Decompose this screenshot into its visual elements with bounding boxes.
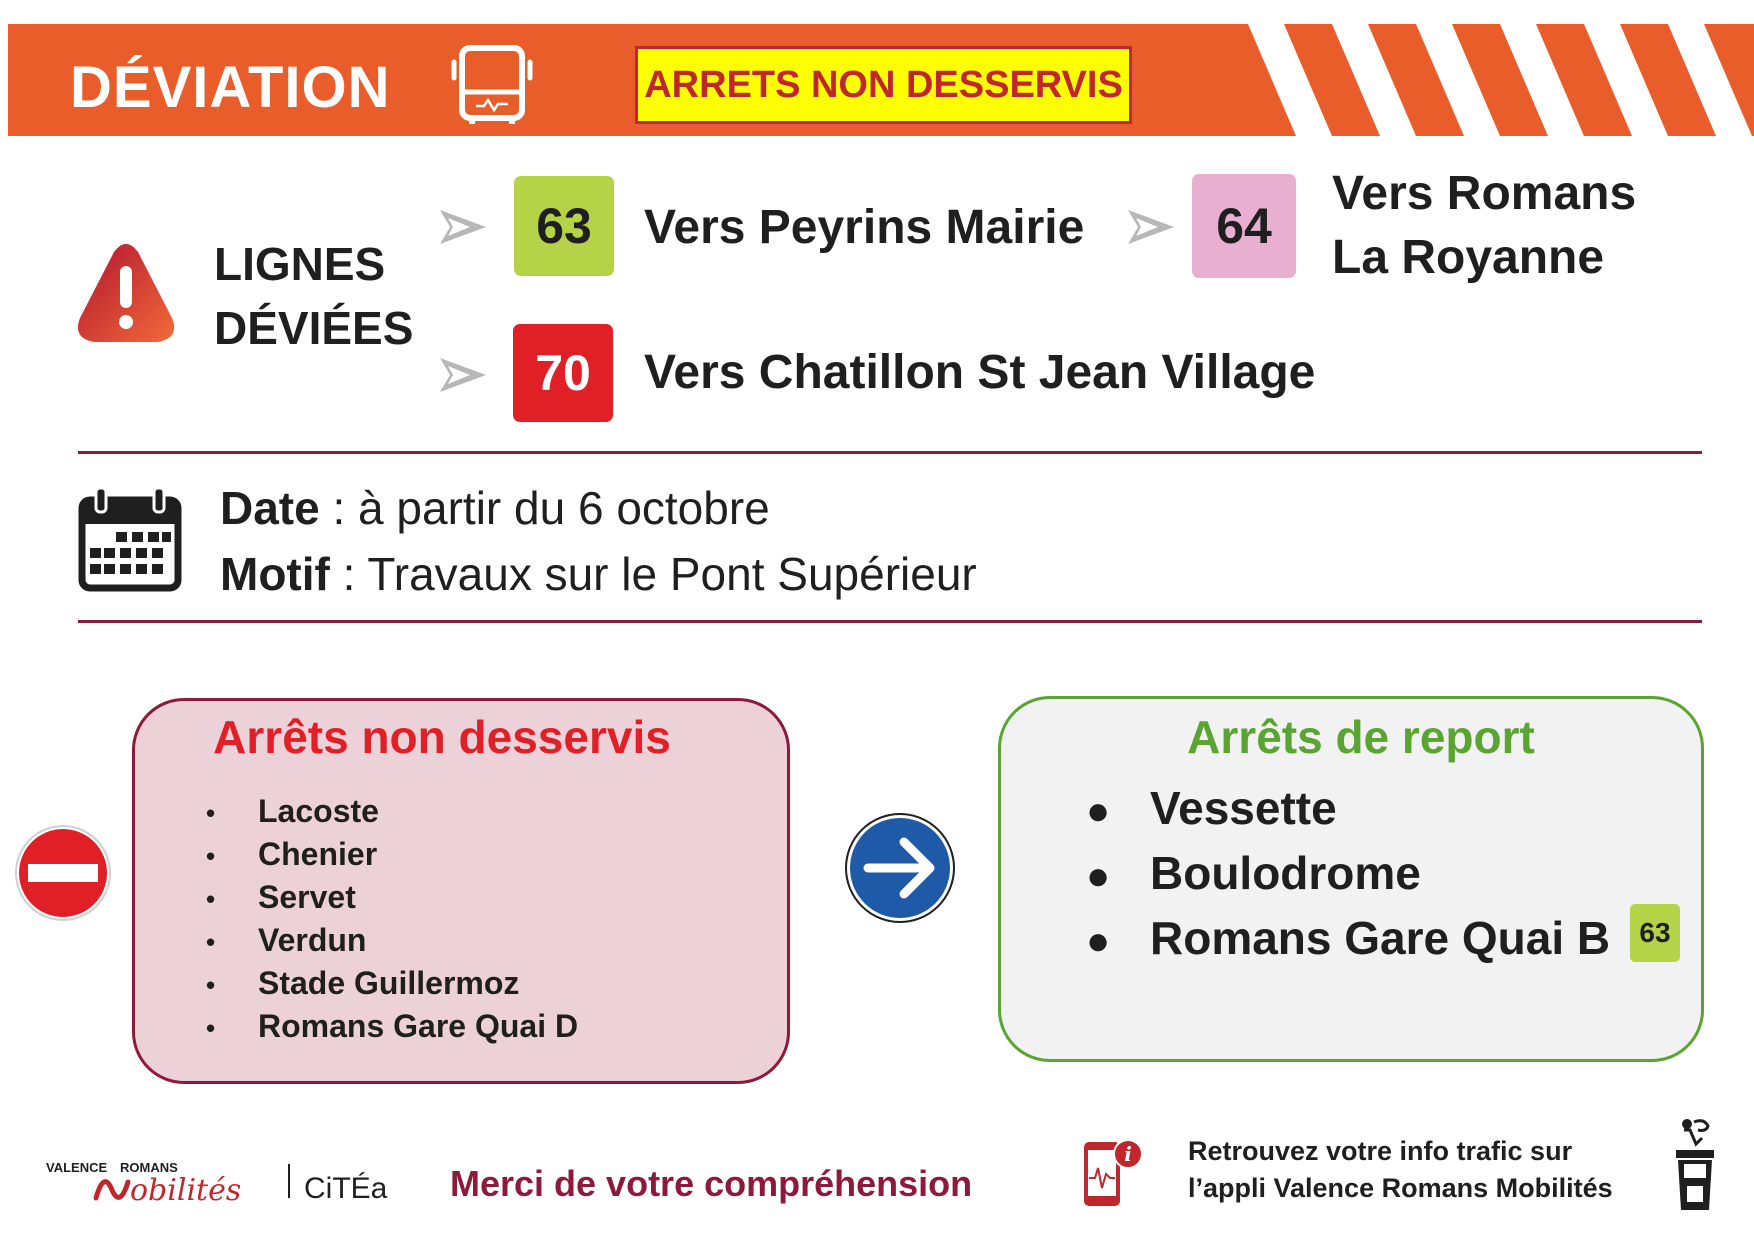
lines-label-line2: DÉVIÉES bbox=[214, 302, 414, 354]
bullet: • bbox=[206, 927, 216, 957]
lines-label-line1: LIGNES bbox=[214, 238, 386, 290]
date-line bbox=[220, 478, 770, 538]
stop-name: Chenier bbox=[258, 836, 378, 872]
list-item bbox=[206, 919, 578, 962]
bus-icon bbox=[448, 44, 536, 124]
header-bar bbox=[8, 24, 1754, 136]
stop-name: Stade Guillermoz bbox=[258, 965, 520, 1001]
date-label: Date bbox=[220, 482, 320, 534]
line-badge-63-small: 63 bbox=[1630, 904, 1680, 962]
line-64-destination-line2: La Royanne bbox=[1332, 231, 1605, 284]
phone-info-icon bbox=[1082, 1138, 1146, 1208]
line-70-destination: Vers Chatillon St Jean Village bbox=[644, 346, 1316, 399]
stop-name: Servet bbox=[258, 879, 356, 915]
app-message-line2: l’appli Valence Romans Mobilités bbox=[1188, 1173, 1613, 1203]
date-value: : à partir du 6 octobre bbox=[319, 482, 770, 534]
recycle-bin-icon bbox=[1672, 1116, 1718, 1212]
bullet: • bbox=[206, 798, 216, 828]
motif-value: : Travaux sur le Pont Supérieur bbox=[329, 548, 977, 600]
go-right-arrow-icon bbox=[844, 812, 956, 924]
non-served-title: Arrêts non desservis bbox=[213, 711, 671, 763]
line-63-destination: Vers Peyrins Mairie bbox=[644, 201, 1085, 254]
arrow-right-icon bbox=[1124, 206, 1178, 248]
stop-name: Romans Gare Quai B bbox=[1150, 912, 1611, 964]
list-item bbox=[206, 790, 578, 833]
calendar-icon bbox=[78, 486, 182, 592]
no-entry-icon bbox=[14, 824, 112, 922]
line-badge-70: 70 bbox=[513, 324, 613, 422]
bullet: • bbox=[206, 884, 216, 914]
stop-name: Romans Gare Quai D bbox=[258, 1008, 579, 1044]
divider bbox=[78, 620, 1702, 623]
arrow-right-icon bbox=[436, 354, 490, 396]
stop-name: Vessette bbox=[1150, 782, 1337, 834]
replacement-title: Arrêts de report bbox=[1187, 711, 1535, 763]
arrow-right-icon bbox=[436, 206, 490, 248]
list-item bbox=[1086, 906, 1610, 971]
logo-text-valence: VALENCE bbox=[46, 1160, 108, 1175]
svg-text:i: i bbox=[1124, 1142, 1132, 1166]
list-item bbox=[206, 962, 578, 1005]
stop-name: Lacoste bbox=[258, 793, 379, 829]
list-item bbox=[206, 1005, 578, 1048]
logo-text-romans: ROMANS bbox=[120, 1160, 178, 1175]
line-badge-64: 64 bbox=[1192, 174, 1296, 278]
divider bbox=[78, 451, 1702, 454]
non-served-list bbox=[206, 790, 578, 1048]
replacement-list bbox=[1086, 776, 1610, 971]
motif-label: Motif bbox=[220, 548, 330, 600]
motif-line bbox=[220, 544, 977, 604]
lines-label bbox=[214, 232, 413, 360]
list-item bbox=[1086, 841, 1610, 906]
list-item bbox=[206, 876, 578, 919]
bullet: ● bbox=[1086, 854, 1111, 898]
bullet: • bbox=[206, 1013, 216, 1043]
line-64-destination-line1: Vers Romans bbox=[1332, 167, 1637, 220]
warning-icon bbox=[76, 242, 176, 346]
stop-name: Boulodrome bbox=[1150, 847, 1421, 899]
bullet: ● bbox=[1086, 919, 1111, 963]
header-title: DÉVIATION bbox=[70, 55, 391, 120]
line-badge-63: 63 bbox=[514, 176, 614, 276]
list-item bbox=[206, 833, 578, 876]
thanks-message: Merci de votre compréhension bbox=[450, 1163, 973, 1204]
logo-text-mobilites: obilités bbox=[130, 1173, 242, 1208]
stop-name: Verdun bbox=[258, 922, 367, 958]
valence-romans-mobilites-logo bbox=[46, 1150, 406, 1210]
bullet: ● bbox=[1086, 789, 1111, 833]
app-message-line1: Retrouvez votre info trafic sur bbox=[1188, 1136, 1573, 1166]
stops-banner: ARRETS NON DESSERVIS bbox=[635, 46, 1132, 124]
bullet: • bbox=[206, 841, 216, 871]
hazard-stripes bbox=[1248, 24, 1754, 136]
list-item bbox=[1086, 776, 1610, 841]
bullet: • bbox=[206, 970, 216, 1000]
app-message bbox=[1188, 1133, 1613, 1207]
logo-text-citea: CiTÉa bbox=[304, 1172, 388, 1205]
